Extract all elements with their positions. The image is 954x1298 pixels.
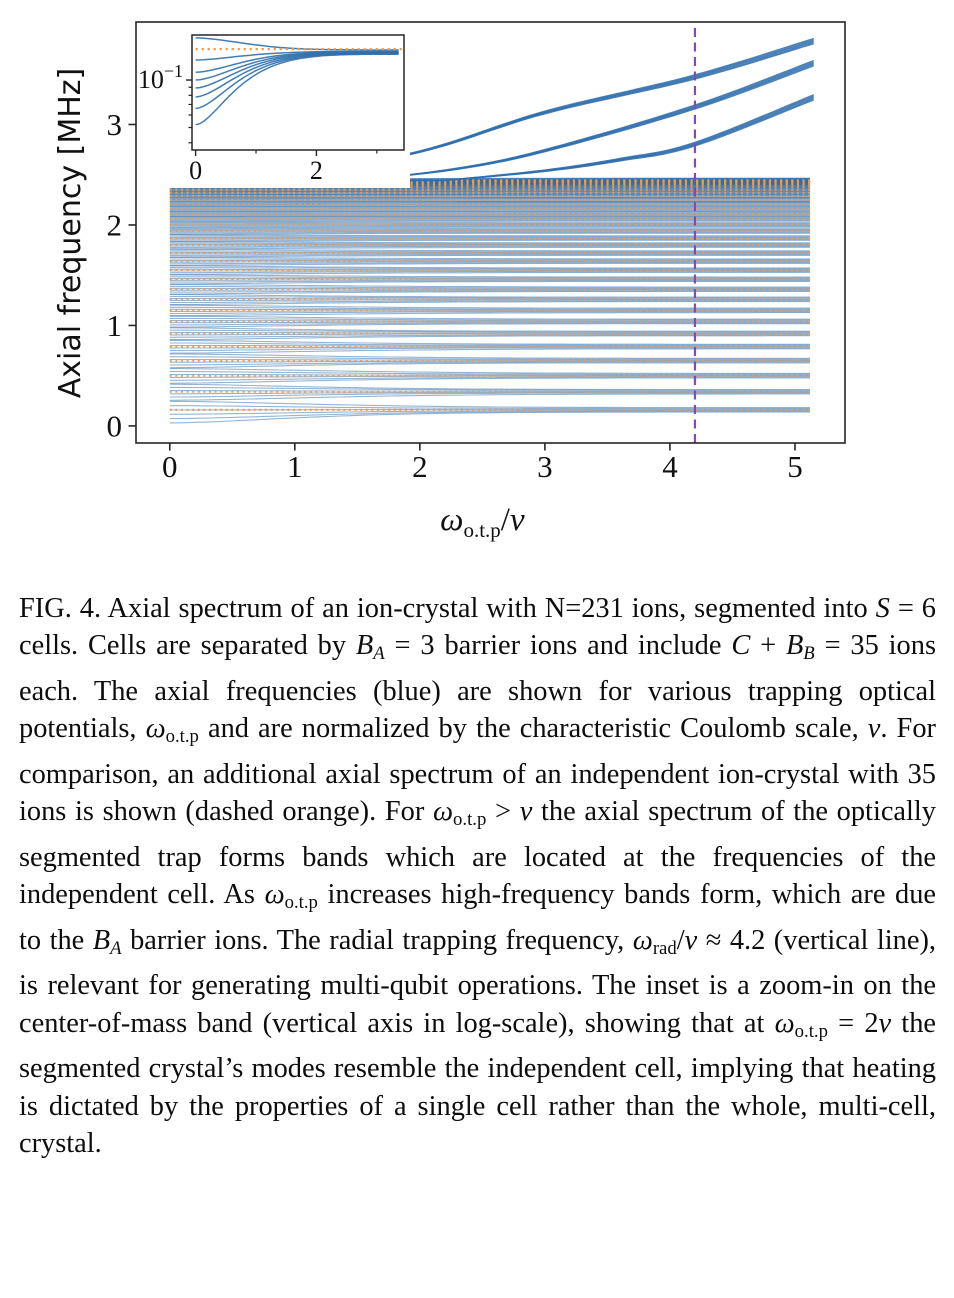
caption-math-segment: o.t.p: [284, 892, 318, 914]
caption-math-segment: ν: [878, 1007, 892, 1039]
caption-text-segment: = 6 cells. Cells are separated by: [19, 593, 937, 662]
x-tick-label: 4: [662, 449, 678, 484]
blue-mode-curve: [170, 239, 810, 240]
caption-math-segment: A: [110, 937, 122, 959]
blue-mode-curve: [170, 222, 810, 223]
inset-y-tick-label: $10^{-1}$: [137, 61, 183, 95]
caption-math-segment: ν: [519, 796, 533, 828]
blue-mode-curve: [170, 240, 810, 241]
x-tick-label: 1: [287, 449, 303, 484]
figure-caption: [19, 590, 936, 1162]
blue-mode-curve: [170, 378, 810, 383]
caption-text-segment: = 2: [827, 1007, 879, 1039]
x-axis-label: $\omega_{o.t.p}/\nu$: [440, 502, 525, 542]
blue-mode-curve: [170, 235, 810, 236]
x-tick-label: 5: [787, 449, 803, 484]
caption-text-segment: +: [750, 630, 786, 662]
y-tick-label: 2: [106, 207, 122, 243]
inset-x-tick-label: 2: [309, 156, 323, 185]
x-tick-label: 3: [537, 449, 553, 484]
caption-math-segment: o.t.p: [794, 1020, 828, 1042]
caption-text-segment: >: [486, 796, 520, 828]
caption-math-segment: B: [785, 630, 804, 662]
caption-math-segment: A: [373, 643, 385, 665]
caption-math-segment: rad: [652, 937, 677, 959]
caption-text-segment: = 35 ions each. The axial frequencies (blue) are shown for various trapping optical potentials,: [19, 630, 936, 745]
caption-math-segment: ν: [867, 713, 881, 745]
caption-math-segment: S: [875, 593, 890, 624]
caption-math-segment: ω: [433, 796, 454, 828]
blue-mode-curve: [170, 221, 810, 222]
caption-text-segment: and are normalized by the characteristic Coulomb scale,: [198, 713, 868, 745]
x-tick-label: 2: [412, 449, 428, 484]
y-tick-label: 0: [106, 408, 122, 444]
caption-text-segment: /: [676, 924, 685, 956]
caption-text-segment: ≈ 4.2 (vertical line), is relevant for generating multi-qubit operations. The inset is a zoom-in on the center-of-mass band (vertical axis in log-scale), showing that at: [19, 924, 937, 1039]
caption-math-segment: C: [731, 630, 751, 662]
y-tick-label: 1: [106, 307, 122, 343]
caption-math-segment: ω: [264, 879, 285, 911]
caption-math-segment: ω: [632, 924, 653, 956]
axial-spectrum-figure: [0, 0, 954, 560]
caption-text-segment: . For comparison, an additional axial spectrum of an independent ion-crystal with 35 ions is shown (dashed orange). For: [19, 713, 936, 828]
caption-text-segment: increases high-frequency bands form, which are due to the: [19, 879, 936, 956]
caption-math-segment: ν: [684, 924, 698, 956]
caption-text-segment: = 3 barrier ions and include: [384, 630, 732, 662]
x-tick-label: 0: [162, 449, 178, 484]
caption-text-segment: the axial spectrum of the optically segmented trap forms bands which are located at the frequencies of the independent cell. As: [19, 796, 937, 911]
caption-math-segment: B: [803, 643, 815, 665]
caption-math-segment: o.t.p: [165, 726, 199, 748]
caption-text-segment: barrier ions. The radial trapping frequency,: [121, 924, 633, 956]
caption-math-segment: B: [355, 630, 374, 662]
caption-text-segment: FIG. 4. Axial spectrum of an ion-crystal with N=231 ions, segmented into: [19, 593, 876, 624]
blue-mode-curve: [170, 394, 810, 400]
caption-math-segment: o.t.p: [453, 809, 487, 831]
y-axis-label: Axial frequency [MHz]: [53, 67, 88, 399]
y-tick-label: 3: [106, 106, 122, 142]
caption-math-segment: ω: [774, 1007, 795, 1039]
blue-mode-curve: [170, 227, 810, 228]
caption-math-segment: ω: [145, 713, 166, 745]
blue-mode-curve: [170, 242, 810, 243]
inset-x-tick-label: 0: [189, 156, 203, 185]
caption-text-segment: the segmented crystal’s modes resemble the independent cell, implying that heating is dictated by the properties of a single cell rather than the whole, multi-cell, crystal.: [19, 1007, 936, 1159]
inset-axes: [138, 23, 410, 188]
blue-mode-curve: [170, 228, 810, 229]
caption-math-segment: B: [92, 924, 111, 956]
